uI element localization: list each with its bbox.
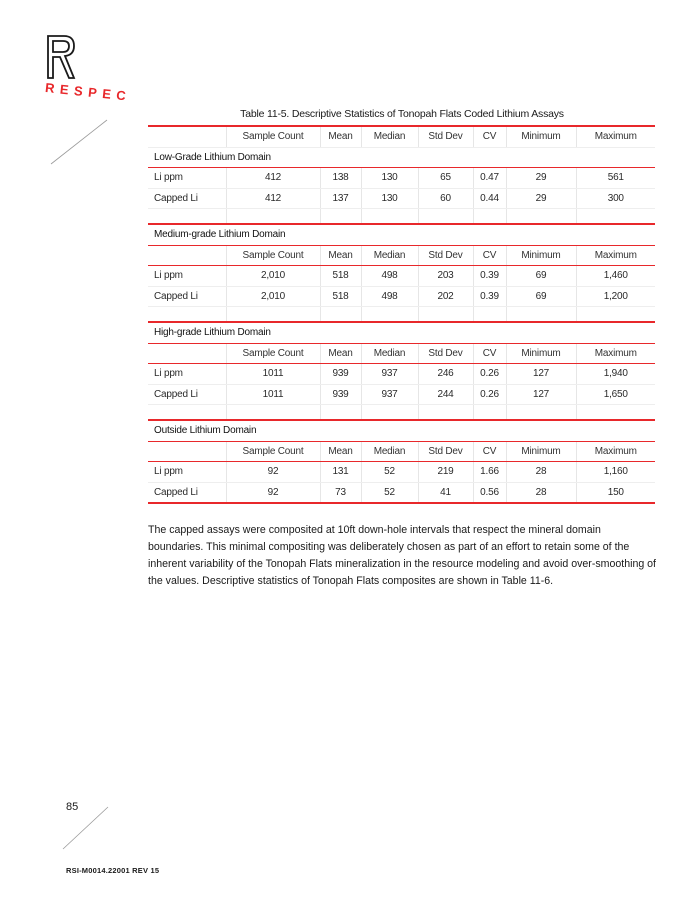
- table-cell: 28: [506, 462, 576, 483]
- table-cell: 28: [506, 482, 576, 503]
- section-header-row: [148, 147, 655, 168]
- table-cell: 2,010: [226, 286, 320, 307]
- row-label: Li ppm: [148, 364, 226, 385]
- table-cell: 518: [320, 266, 361, 287]
- table-cell: 1,650: [576, 384, 655, 405]
- column-header: Mean: [320, 245, 361, 266]
- table-cell: 137: [320, 188, 361, 209]
- decorative-slash-top: [50, 118, 110, 166]
- column-header: Mean: [320, 343, 361, 364]
- spacer-cell: [148, 209, 226, 225]
- section-title: Low-Grade Lithium Domain: [148, 147, 655, 168]
- row-label: Capped Li: [148, 384, 226, 405]
- spacer-cell: [226, 405, 320, 421]
- table-cell: 0.26: [473, 364, 506, 385]
- column-header: CV: [473, 245, 506, 266]
- logo-r-mark-icon: [44, 34, 80, 80]
- spacer-cell: [361, 307, 418, 323]
- table-cell: 203: [418, 266, 473, 287]
- column-header: Minimum: [506, 245, 576, 266]
- table-cell: 498: [361, 266, 418, 287]
- section-header-row: [148, 322, 655, 343]
- spacer-cell: [506, 405, 576, 421]
- spacer-row: [148, 307, 655, 323]
- table-cell: 937: [361, 364, 418, 385]
- table-cell: 202: [418, 286, 473, 307]
- column-header: Median: [361, 441, 418, 462]
- table-cell: 130: [361, 168, 418, 189]
- spacer-cell: [506, 307, 576, 323]
- row-label: Capped Li: [148, 188, 226, 209]
- table-row: [148, 482, 655, 503]
- column-header: [148, 126, 226, 147]
- table-cell: 2,010: [226, 266, 320, 287]
- table-cell: 52: [361, 482, 418, 503]
- table-cell: 29: [506, 188, 576, 209]
- spacer-cell: [320, 405, 361, 421]
- table-cell: 69: [506, 286, 576, 307]
- spacer-cell: [473, 209, 506, 225]
- body-paragraph: The capped assays were composited at 10ft down-hole intervals that respect the mineral domain boundaries. This minimal compositing was deliberately chosen as part of an effort to retain some of the inherent variability of the Tonopah Flats mineralization in the resource modeling and avoid over-smoothing of the values. Descriptive statistics of Tonopah Flats composites are shown in Table 11-6.: [148, 524, 657, 587]
- table-cell: 219: [418, 462, 473, 483]
- table-cell: 0.39: [473, 266, 506, 287]
- spacer-cell: [506, 209, 576, 225]
- section-header-row: [148, 224, 655, 245]
- table-cell: 939: [320, 364, 361, 385]
- row-label: Capped Li: [148, 286, 226, 307]
- section-title: High-grade Lithium Domain: [148, 322, 655, 343]
- section-header-row: [148, 420, 655, 441]
- column-header: Minimum: [506, 343, 576, 364]
- table-cell: 939: [320, 384, 361, 405]
- table-header-row: [148, 343, 655, 364]
- table-cell: 1,460: [576, 266, 655, 287]
- stats-table: [148, 125, 655, 504]
- document-id: RSI-M0014.22001 REV 15: [66, 866, 160, 875]
- table-header-row: [148, 126, 655, 147]
- table-cell: 127: [506, 364, 576, 385]
- column-header: CV: [473, 343, 506, 364]
- table-cell: 127: [506, 384, 576, 405]
- table-cell: 246: [418, 364, 473, 385]
- table-cell: 0.39: [473, 286, 506, 307]
- column-header: Minimum: [506, 441, 576, 462]
- table-row: [148, 364, 655, 385]
- column-header: Sample Count: [226, 343, 320, 364]
- column-header: Median: [361, 343, 418, 364]
- column-header: CV: [473, 441, 506, 462]
- table-cell: 0.44: [473, 188, 506, 209]
- spacer-cell: [473, 405, 506, 421]
- column-header: Sample Count: [226, 441, 320, 462]
- spacer-cell: [576, 307, 655, 323]
- table-cell: 300: [576, 188, 655, 209]
- spacer-cell: [226, 307, 320, 323]
- spacer-cell: [473, 307, 506, 323]
- spacer-cell: [576, 209, 655, 225]
- table-cell: 52: [361, 462, 418, 483]
- spacer-cell: [361, 209, 418, 225]
- table-cell: 0.47: [473, 168, 506, 189]
- spacer-cell: [148, 307, 226, 323]
- table-cell: 0.26: [473, 384, 506, 405]
- spacer-cell: [148, 405, 226, 421]
- spacer-row: [148, 405, 655, 421]
- table-row: [148, 286, 655, 307]
- table-cell: 92: [226, 482, 320, 503]
- spacer-row: [148, 209, 655, 225]
- table-cell: 138: [320, 168, 361, 189]
- stats-table-wrap: [148, 125, 655, 504]
- table-cell: 92: [226, 462, 320, 483]
- respec-logo: [44, 34, 116, 114]
- table-row: [148, 384, 655, 405]
- table-header-row: [148, 245, 655, 266]
- table-title: Table 11-5. Descriptive Statistics of Tonopah Flats Coded Lithium Assays: [240, 108, 564, 120]
- table-row: [148, 462, 655, 483]
- spacer-cell: [576, 405, 655, 421]
- column-header: Sample Count: [226, 245, 320, 266]
- column-header: Std Dev: [418, 245, 473, 266]
- spacer-cell: [418, 307, 473, 323]
- table-cell: 73: [320, 482, 361, 503]
- column-header: [148, 245, 226, 266]
- table-cell: 244: [418, 384, 473, 405]
- table-cell: 1,160: [576, 462, 655, 483]
- table-row: [148, 188, 655, 209]
- table-cell: 937: [361, 384, 418, 405]
- table-cell: 130: [361, 188, 418, 209]
- brand-wordmark: RESPEC: [44, 80, 132, 104]
- column-header: Mean: [320, 126, 361, 147]
- table-row: [148, 266, 655, 287]
- section-title: Outside Lithium Domain: [148, 420, 655, 441]
- spacer-cell: [361, 405, 418, 421]
- column-header: Maximum: [576, 245, 655, 266]
- row-label: Li ppm: [148, 462, 226, 483]
- column-header: Median: [361, 245, 418, 266]
- column-header: Std Dev: [418, 441, 473, 462]
- table-cell: 1,940: [576, 364, 655, 385]
- column-header: Sample Count: [226, 126, 320, 147]
- column-header: Maximum: [576, 441, 655, 462]
- table-cell: 561: [576, 168, 655, 189]
- table-cell: 0.56: [473, 482, 506, 503]
- page-number: 85: [66, 801, 79, 813]
- column-header: [148, 343, 226, 364]
- column-header: [148, 441, 226, 462]
- table-cell: 1,200: [576, 286, 655, 307]
- column-header: Maximum: [576, 343, 655, 364]
- table-cell: 69: [506, 266, 576, 287]
- table-cell: 518: [320, 286, 361, 307]
- table-cell: 498: [361, 286, 418, 307]
- table-cell: 412: [226, 188, 320, 209]
- column-header: Std Dev: [418, 343, 473, 364]
- table-cell: 131: [320, 462, 361, 483]
- spacer-cell: [418, 405, 473, 421]
- column-header: Maximum: [576, 126, 655, 147]
- decorative-slash-bottom: [62, 805, 110, 851]
- row-label: Capped Li: [148, 482, 226, 503]
- table-row: [148, 168, 655, 189]
- table-cell: 1011: [226, 364, 320, 385]
- row-label: Li ppm: [148, 168, 226, 189]
- spacer-cell: [320, 307, 361, 323]
- table-cell: 1.66: [473, 462, 506, 483]
- table-cell: 412: [226, 168, 320, 189]
- column-header: Std Dev: [418, 126, 473, 147]
- spacer-cell: [226, 209, 320, 225]
- column-header: Minimum: [506, 126, 576, 147]
- column-header: Mean: [320, 441, 361, 462]
- spacer-cell: [418, 209, 473, 225]
- column-header: Median: [361, 126, 418, 147]
- section-title: Medium-grade Lithium Domain: [148, 224, 655, 245]
- table-header-row: [148, 441, 655, 462]
- table-cell: 60: [418, 188, 473, 209]
- table-cell: 1011: [226, 384, 320, 405]
- row-label: Li ppm: [148, 266, 226, 287]
- table-cell: 150: [576, 482, 655, 503]
- table-cell: 41: [418, 482, 473, 503]
- column-header: CV: [473, 126, 506, 147]
- spacer-cell: [320, 209, 361, 225]
- table-cell: 29: [506, 168, 576, 189]
- table-cell: 65: [418, 168, 473, 189]
